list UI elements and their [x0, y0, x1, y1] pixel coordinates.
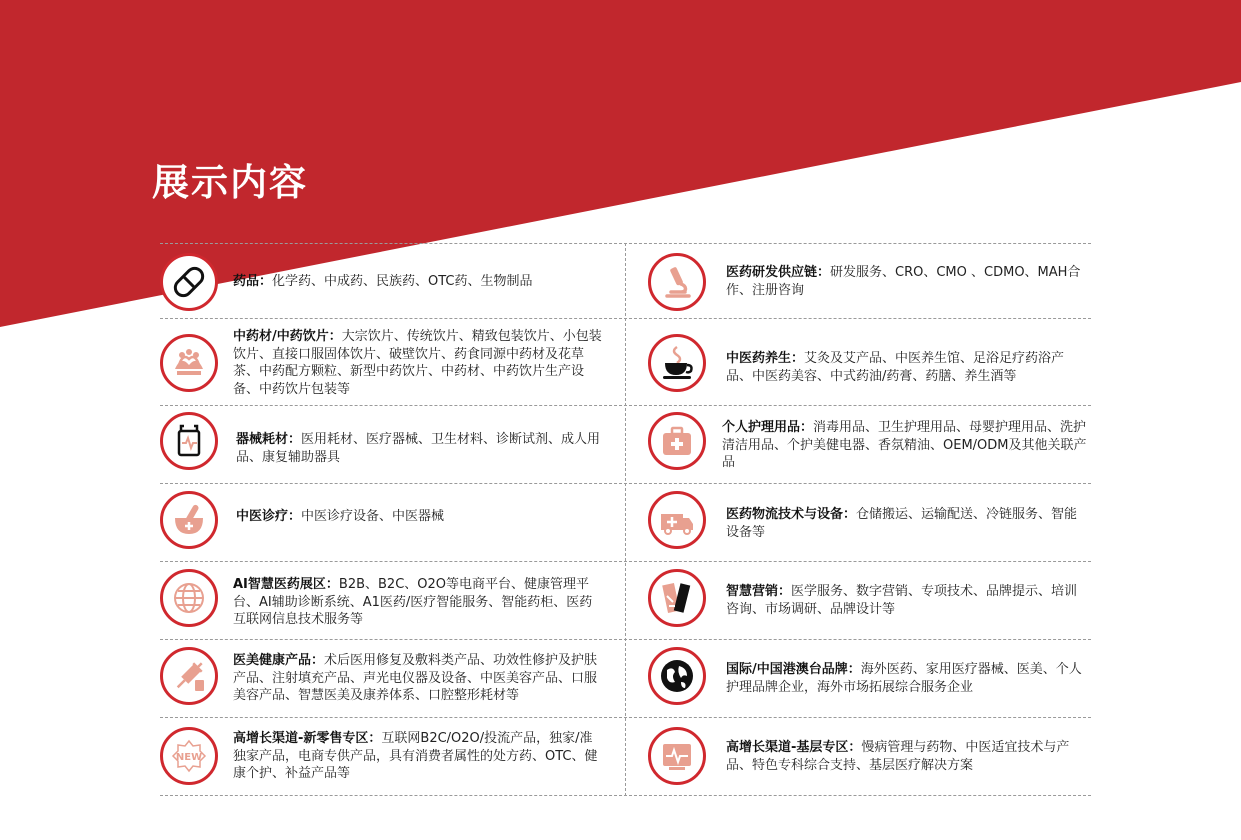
list-item: 医药物流技术与设备：仓储搬运、运输配送、冷链服务、智能设备等	[726, 507, 1078, 540]
herbs-icon	[160, 334, 218, 392]
list-item: 药品：化学药、中成药、民族药、OTC药、生物制品	[233, 274, 533, 289]
list-item: 个人护理用品：消毒用品、卫生护理用品、母婴护理用品、洗护清洁用品、个护美健电器、香氛精油、OEM/ODM及其他关联产品	[722, 420, 1087, 470]
tea-cup-icon	[648, 334, 706, 392]
list-item: 中药材/中药饮片：大宗饮片、传统饮片、精致包装饮片、小包装饮片、直接口服固体饮片、破壁饮片、药食同源中药材及花草茶、中药配方颗粒、新型中药饮片、中药材、中药饮片生产设备、中药饮片包装等	[233, 329, 602, 397]
medical-device-icon	[160, 412, 218, 470]
mortar-pestle-icon	[160, 491, 218, 549]
list-item: 器械耗材：医用耗材、医疗器械、卫生材料、诊断试剂、成人用品、康复辅助器具	[236, 432, 601, 465]
list-item: 智慧营销：医学服务、数字营销、专项技术、品牌提示、培训咨询、市场调研、品牌设计等	[726, 584, 1078, 617]
marketing-icon	[648, 569, 706, 627]
first-aid-kit-icon	[648, 412, 706, 470]
list-item: 中医药养生：艾灸及艾产品、中医养生馆、足浴足疗药浴产品、中医药美容、中式药油/药膏、药膳、养生酒等	[726, 351, 1065, 384]
page-title: 展示内容	[152, 161, 308, 204]
pill-icon	[160, 253, 218, 311]
ambulance-icon	[648, 491, 706, 549]
list-item: 国际/中国港澳台品牌：海外医药、家用医疗器械、医美、个人护理品牌企业，海外市场拓展综合服务企业	[726, 662, 1082, 695]
list-item: 医药研发供应链：研发服务、CRO、CMO 、CDMO、MAH合作、注册咨询	[726, 265, 1081, 298]
monitor-icon	[648, 727, 706, 785]
microscope-icon	[648, 253, 706, 311]
content-grid	[160, 243, 1091, 796]
list-item: 中医诊疗：中医诊疗设备、中医器械	[236, 509, 445, 524]
list-item: AI智慧医药展区：B2B、B2C、O2O等电商平台、健康管理平台、AI辅助诊断系统、A1医药/医疗智能服务、智能药柜、医药互联网信息技术服务等	[233, 577, 593, 627]
list-item: 高增长渠道-新零售专区：互联网B2C/O2O/投流产品，独家/准独家产品，电商专供产品，具有消费者属性的处方药、OTC、健康个护、补益产品等	[233, 731, 598, 781]
list-item: 医美健康产品：术后医用修复及敷料类产品、功效性修护及护肤产品、注射填充产品、声光电仪器及设备、中医美容产品、口服美容产品、智慧医美及康养体系、口腔整形耗材等	[233, 653, 598, 703]
list-item: 高增长渠道-基层专区：慢病管理与药物、中医适宜技术与产品、特色专科综合支持、基层医疗解决方案	[726, 740, 1070, 773]
svg-text:NEW: NEW	[175, 752, 203, 763]
new-badge-icon	[160, 727, 218, 785]
syringe-icon	[160, 647, 218, 705]
globe-icon	[160, 569, 218, 627]
world-icon	[648, 647, 706, 705]
